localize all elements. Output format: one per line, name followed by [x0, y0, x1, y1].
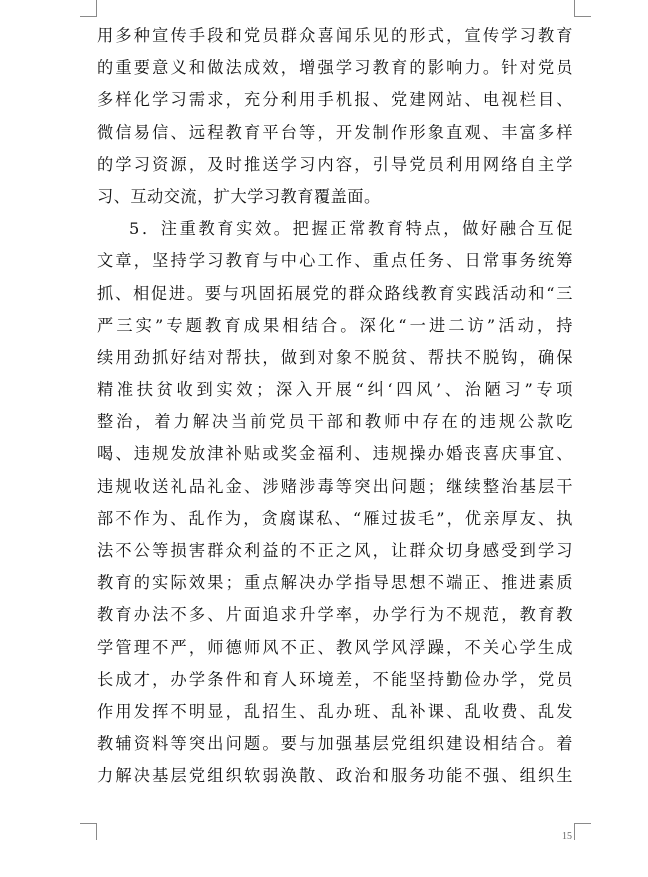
text-line: 违规收送礼品礼金、涉赌涉毒等突出问题；继续整治基层干 [97, 476, 573, 496]
text-line: 部不作为、乱作为，贪腐谋私、“雁过拔毛”，优亲厚友、执 [97, 508, 573, 528]
text-line: 的重要意义和做法成效，增强学习教育的影响力。针对党员 [97, 58, 573, 78]
crop-mark-top-right [574, 0, 591, 17]
text-line: 微信易信、远程教育平台等，开发制作形象直观、丰富多样 [97, 122, 573, 142]
page-number: 15 [562, 831, 572, 842]
text-line: 文章，坚持学习教育与中心工作、重点任务、日常事务统筹 [97, 251, 573, 271]
crop-mark-top-left [80, 0, 97, 17]
document-body [97, 20, 573, 793]
text-line: 习、互动交流，扩大学习教育覆盖面。 [97, 186, 381, 206]
text-line: 法不公等损害群众利益的不正之风，让群众切身感受到学习 [97, 541, 573, 560]
text-line: 续用劲抓好结对帮扶，做到对象不脱贫、帮扶不脱钩，确保 [97, 347, 573, 367]
text-line: 喝、违规发放津补贴或奖金福利、违规操办婚丧喜庆事宜、 [97, 444, 573, 464]
text-line: 学管理不严，师德师风不正、教风学风浮躁，不关心学生成 [97, 637, 573, 657]
text-line: 的学习资源，及时推送学习内容，引导党员利用网络自主学 [97, 154, 573, 174]
text-line: 教育的实际效果；重点解决办学指导思想不端正、推进素质 [97, 573, 573, 593]
text-line: 力解决基层党组织软弱涣散、政治和服务功能不强、组织生 [97, 766, 573, 786]
text-line: 长成才，办学条件和育人环境差，不能坚持勤俭办学，党员 [97, 669, 573, 689]
text-line: 教辅资料等突出问题。要与加强基层党组织建设相结合。着 [97, 734, 573, 754]
text-line: 作用发挥不明显，乱招生、乱办班、乱补课、乱收费、乱发 [97, 701, 573, 721]
crop-mark-bottom-right [574, 823, 591, 840]
text-line: 精准扶贫收到实效；深入开展“纠‘四风’、治陋习”专项 [97, 380, 573, 400]
text-line: 用多种宣传手段和党员群众喜闻乐见的形式，宣传学习教育 [97, 26, 573, 45]
section-heading-line: 5．注重教育实效。把握正常教育特点，做好融合互促 [129, 219, 573, 239]
text-line: 多样化学习需求，充分利用手机报、党建网站、电视栏目、 [97, 90, 573, 110]
text-line: 整治，着力解决当前党员干部和教师中存在的违规公款吃 [97, 412, 573, 432]
text-line: 抓、相促进。要与巩固拓展党的群众路线教育实践活动和“三 [97, 283, 573, 303]
crop-mark-bottom-left [80, 823, 97, 840]
text-line: 教育办法不多、片面追求升学率，办学行为不规范，教育教 [97, 605, 573, 625]
text-line: 严三实”专题教育成果相结合。深化“一进二访”活动，持 [97, 315, 573, 335]
